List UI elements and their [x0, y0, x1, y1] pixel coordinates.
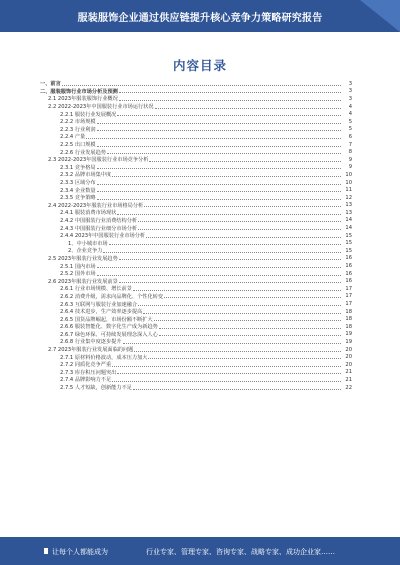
toc-entry-page: 20: [345, 354, 352, 361]
toc-leader-dots: [97, 264, 341, 268]
toc-entry-page: 13: [345, 202, 352, 209]
toc-entry[interactable]: [40, 232, 352, 240]
toc-entry-label: 2.5.1 国内市场: [60, 263, 96, 270]
toc-entry[interactable]: [40, 80, 352, 88]
toc-leader-dots: [119, 89, 341, 93]
toc-leader-dots: [117, 112, 341, 116]
toc-entry-label: 2.2.6 行业发展趋势: [60, 149, 106, 156]
toc-entry-label: 2.5.2 国外市场: [60, 271, 96, 278]
toc-entry-label: 2.3.2 品牌市场集中度: [60, 172, 112, 179]
toc-entry-page: 20: [345, 346, 352, 353]
toc-entry-label: 2.6 2023年服装行业发展前景: [48, 278, 118, 285]
toc-leader-dots: [97, 196, 341, 200]
toc-leader-dots: [138, 218, 341, 222]
toc-leader-dots: [112, 378, 341, 382]
toc-entry[interactable]: [40, 308, 352, 316]
toc-entry[interactable]: [40, 361, 352, 369]
toc-entry-page: 10: [345, 171, 352, 178]
toc-entry-page: 15: [345, 232, 352, 239]
toc-leader-dots: [159, 332, 341, 336]
toc-entry-page: 4: [348, 111, 352, 118]
toc-entry-page: 19: [345, 331, 352, 338]
toc-entry-label: 2.2.1 服装行业发展概况: [60, 111, 117, 118]
toc-entry-label: 2.3.4 企业数量: [60, 187, 96, 194]
toc-entry[interactable]: [40, 353, 352, 361]
toc-entry-page: 14: [345, 225, 352, 232]
toc-entry-label: 2.7.5 人才短缺，创新能力不足: [60, 385, 132, 392]
toc-entry-label: 2.3.1 竞争格局: [60, 164, 96, 171]
toc-entry[interactable]: [40, 346, 352, 354]
toc-entry-page: 9: [348, 164, 352, 171]
toc-entry-label: 2.6.3 互联网与服装行业加速融合: [60, 301, 138, 308]
toc-entry[interactable]: [40, 293, 352, 301]
toc-leader-dots: [138, 226, 341, 230]
toc-entry[interactable]: [40, 171, 352, 179]
toc-entry[interactable]: [40, 315, 352, 323]
toc-entry-label: 2.7.4 品牌影响力不足: [60, 377, 112, 384]
toc-entry-label: 一、前言: [40, 81, 61, 88]
toc-leader-dots: [164, 294, 341, 298]
footer-slogan-right: 行业专家、管理专家、咨询专家、战略专家、成功企业家……: [146, 548, 335, 556]
toc-entry[interactable]: [40, 247, 352, 255]
toc-entry-label: 2.6.6 服装智能化、数字化生产成为新趋势: [60, 324, 158, 331]
toc-entry[interactable]: [40, 156, 352, 164]
toc-entry-label: 2.4.3 中国服装行业细分市场分析: [60, 225, 138, 232]
toc-entry-label: 2.3.3 区域分布: [60, 180, 96, 187]
toc-entry-label: 2.7.1 原材料价格波动，成本压力加大: [60, 354, 148, 361]
toc-entry[interactable]: [40, 300, 352, 308]
toc-leader-dots: [159, 325, 341, 329]
toc-entry-page: 22: [345, 384, 352, 391]
toc-entry[interactable]: [40, 133, 352, 141]
toc-leader-dots: [109, 241, 341, 245]
toc-entry-page: 16: [345, 270, 352, 277]
report-title: 服装服饰企业通过供应链提升核心竞争力策略研究报告: [77, 13, 323, 24]
toc-leader-dots: [97, 120, 341, 124]
toc-leader-dots: [143, 310, 341, 314]
toc-entry[interactable]: [40, 202, 352, 210]
toc-entry-label: 2.3.5 竞争策略: [60, 195, 96, 202]
toc-entry-page: 3: [348, 88, 352, 95]
toc-entry-page: 21: [345, 376, 352, 383]
toc-entry-label: 2.6.1 行业市场规模、增长前景: [60, 286, 132, 293]
toc-leader-dots: [154, 317, 341, 321]
toc-entry[interactable]: [40, 194, 352, 202]
page-header: [0, 0, 400, 32]
toc-leader-dots: [107, 150, 341, 154]
toc-leader-dots: [133, 386, 341, 390]
toc-entry-page: 17: [345, 293, 352, 300]
toc-entry[interactable]: [40, 255, 352, 263]
toc-entry[interactable]: [40, 323, 352, 331]
toc-leader-dots: [119, 97, 341, 101]
toc-entry-label: 2.2.2 市场规模: [60, 119, 96, 126]
toc-entry-label: 2、企业竞争力: [68, 248, 103, 255]
toc-entry[interactable]: [40, 186, 352, 194]
toc-entry[interactable]: [40, 376, 352, 384]
toc-heading: 内容目录: [172, 58, 227, 73]
toc-entry-label: 2.4.1 服装消费市场现状: [60, 210, 117, 217]
toc-leader-dots: [97, 143, 341, 147]
toc-entry[interactable]: [40, 217, 352, 225]
toc-leader-dots: [123, 340, 341, 344]
toc-leader-dots: [134, 348, 341, 352]
toc-entry-page: 10: [345, 179, 352, 186]
toc-entry-label: 2.7 2023年服装行业发展面临的问题: [48, 347, 134, 354]
toc-entry-label: 2.4 2022-2023年服装行业市场格局分析: [48, 202, 144, 209]
toc-leader-dots: [97, 272, 341, 276]
toc-entry-page: 9: [348, 156, 352, 163]
toc-entry[interactable]: [40, 384, 352, 392]
toc-entry-page: 15: [345, 240, 352, 247]
toc-entry[interactable]: [40, 118, 352, 126]
toc-entry[interactable]: [40, 224, 352, 232]
toc-entry-page: 21: [345, 369, 352, 376]
toc-entry[interactable]: [40, 239, 352, 247]
toc-entry[interactable]: [40, 209, 352, 217]
toc-entry-page: 16: [345, 278, 352, 285]
toc-entry-label: 2.1 2023年服装服饰行业概况: [48, 96, 118, 103]
toc-leader-dots: [97, 181, 341, 185]
toc-entry-page: 6: [348, 133, 352, 140]
toc-entry-page: 17: [345, 301, 352, 308]
toc-entry-label: 2.3 2022-2023年国服装行业市场竞争分析: [48, 157, 149, 164]
toc-entry[interactable]: [40, 88, 352, 96]
toc-entry[interactable]: [40, 277, 352, 285]
footer-marker: [44, 548, 48, 554]
toc-leader-dots: [86, 135, 341, 139]
toc-leader-dots: [117, 370, 341, 374]
toc-entry[interactable]: [40, 285, 352, 293]
toc-entry-label: 2.7.3 库存积压问题突出: [60, 369, 117, 376]
toc-entry-page: 16: [345, 255, 352, 262]
toc-entry-page: 11: [345, 187, 352, 194]
toc-entry-label: 2.4.2 中国服装行业消费结构分析: [60, 217, 138, 224]
toc-entry-page: 12: [345, 194, 352, 201]
toc-entry-label: 2.6.5 国货品牌崛起，市场份额不断扩大: [60, 316, 153, 323]
toc-entry-page: 14: [345, 217, 352, 224]
toc-leader-dots: [62, 82, 341, 86]
toc-leader-dots: [97, 188, 341, 192]
toc-leader-dots: [117, 211, 341, 215]
toc-entry-page: 3: [348, 80, 352, 87]
toc-leader-dots: [149, 158, 341, 162]
toc-leader-dots: [112, 173, 341, 177]
toc-entry-page: 5: [348, 126, 352, 133]
toc-entry-label: 2.6.4 技术进步，生产效率逐步提高: [60, 309, 143, 316]
toc-entry[interactable]: [40, 148, 352, 156]
toc-entry-page: 3: [348, 95, 352, 102]
toc-entry[interactable]: [40, 179, 352, 187]
toc-entry-page: 17: [345, 285, 352, 292]
toc-entry[interactable]: [40, 164, 352, 172]
toc-entry-page: 18: [345, 323, 352, 330]
toc-entry-label: 2.4.4 2023年中国服装行业市场分析: [60, 233, 146, 240]
toc-entry[interactable]: [40, 369, 352, 377]
toc-leader-dots: [138, 302, 341, 306]
toc-entry-page: 13: [345, 209, 352, 216]
toc-entry-page: 18: [345, 308, 352, 315]
toc-entry-label: 1、中小城市市场: [68, 240, 108, 247]
toc-leader-dots: [97, 165, 341, 169]
toc-entry[interactable]: [40, 270, 352, 278]
toc-entry-page: 5: [348, 118, 352, 125]
toc-entry-label: 2.5 2023年服装行业发展趋势: [48, 255, 118, 262]
toc-entry-label: 2.6.2 消费升级，需求向品牌化、个性化转变: [60, 293, 164, 300]
toc-entry[interactable]: [40, 338, 352, 346]
toc-entry[interactable]: [40, 262, 352, 270]
toc-leader-dots: [133, 287, 341, 291]
toc-leader-dots: [155, 105, 341, 109]
toc-entry-label: 2.7.2 同质化竞争严重: [60, 362, 112, 369]
toc-entry-page: 19: [345, 338, 352, 345]
toc-entry[interactable]: [40, 126, 352, 134]
toc-entry-label: 2.2.5 出口规模: [60, 142, 96, 149]
toc-entry[interactable]: [40, 103, 352, 111]
toc-entry-label: 2.2 2022-2023年中国服装行业市场运行状况: [48, 104, 154, 111]
footer-slogan-left: 让每个人都能成为: [52, 548, 108, 556]
toc-entry-label: 2.6.8 行业集中度逐步提升: [60, 339, 122, 346]
toc-entry[interactable]: [40, 95, 352, 103]
toc-leader-dots: [148, 355, 341, 359]
toc-leader-dots: [97, 127, 341, 131]
toc-entry-page: 7: [348, 141, 352, 148]
toc-entry[interactable]: [40, 110, 352, 118]
toc-entry-page: 18: [345, 316, 352, 323]
toc-entry-label: 2.2.4 产量: [60, 134, 86, 141]
toc-entry-label: 二、服装服饰行业市场分析及预测: [40, 88, 118, 95]
toc-entry-page: 20: [345, 361, 352, 368]
toc-entry-label: 2.2.3 行业利润: [60, 126, 96, 133]
toc-entry-page: 4: [348, 103, 352, 110]
toc-leader-dots: [144, 203, 341, 207]
toc-entry-page: 8: [348, 149, 352, 156]
toc-entry[interactable]: [40, 141, 352, 149]
toc-entry-page: 15: [345, 247, 352, 254]
toc-leader-dots: [103, 249, 341, 253]
toc-leader-dots: [119, 279, 341, 283]
toc-entry-page: 16: [345, 263, 352, 270]
toc-entry[interactable]: [40, 331, 352, 339]
toc-leader-dots: [112, 363, 341, 367]
toc-entry-label: 2.6.7 绿色环保、可持续发展理念深入人心: [60, 331, 158, 338]
toc-leader-dots: [119, 256, 341, 260]
toc-leader-dots: [146, 234, 341, 238]
table-of-contents: [40, 80, 352, 391]
page-footer: [0, 537, 400, 565]
